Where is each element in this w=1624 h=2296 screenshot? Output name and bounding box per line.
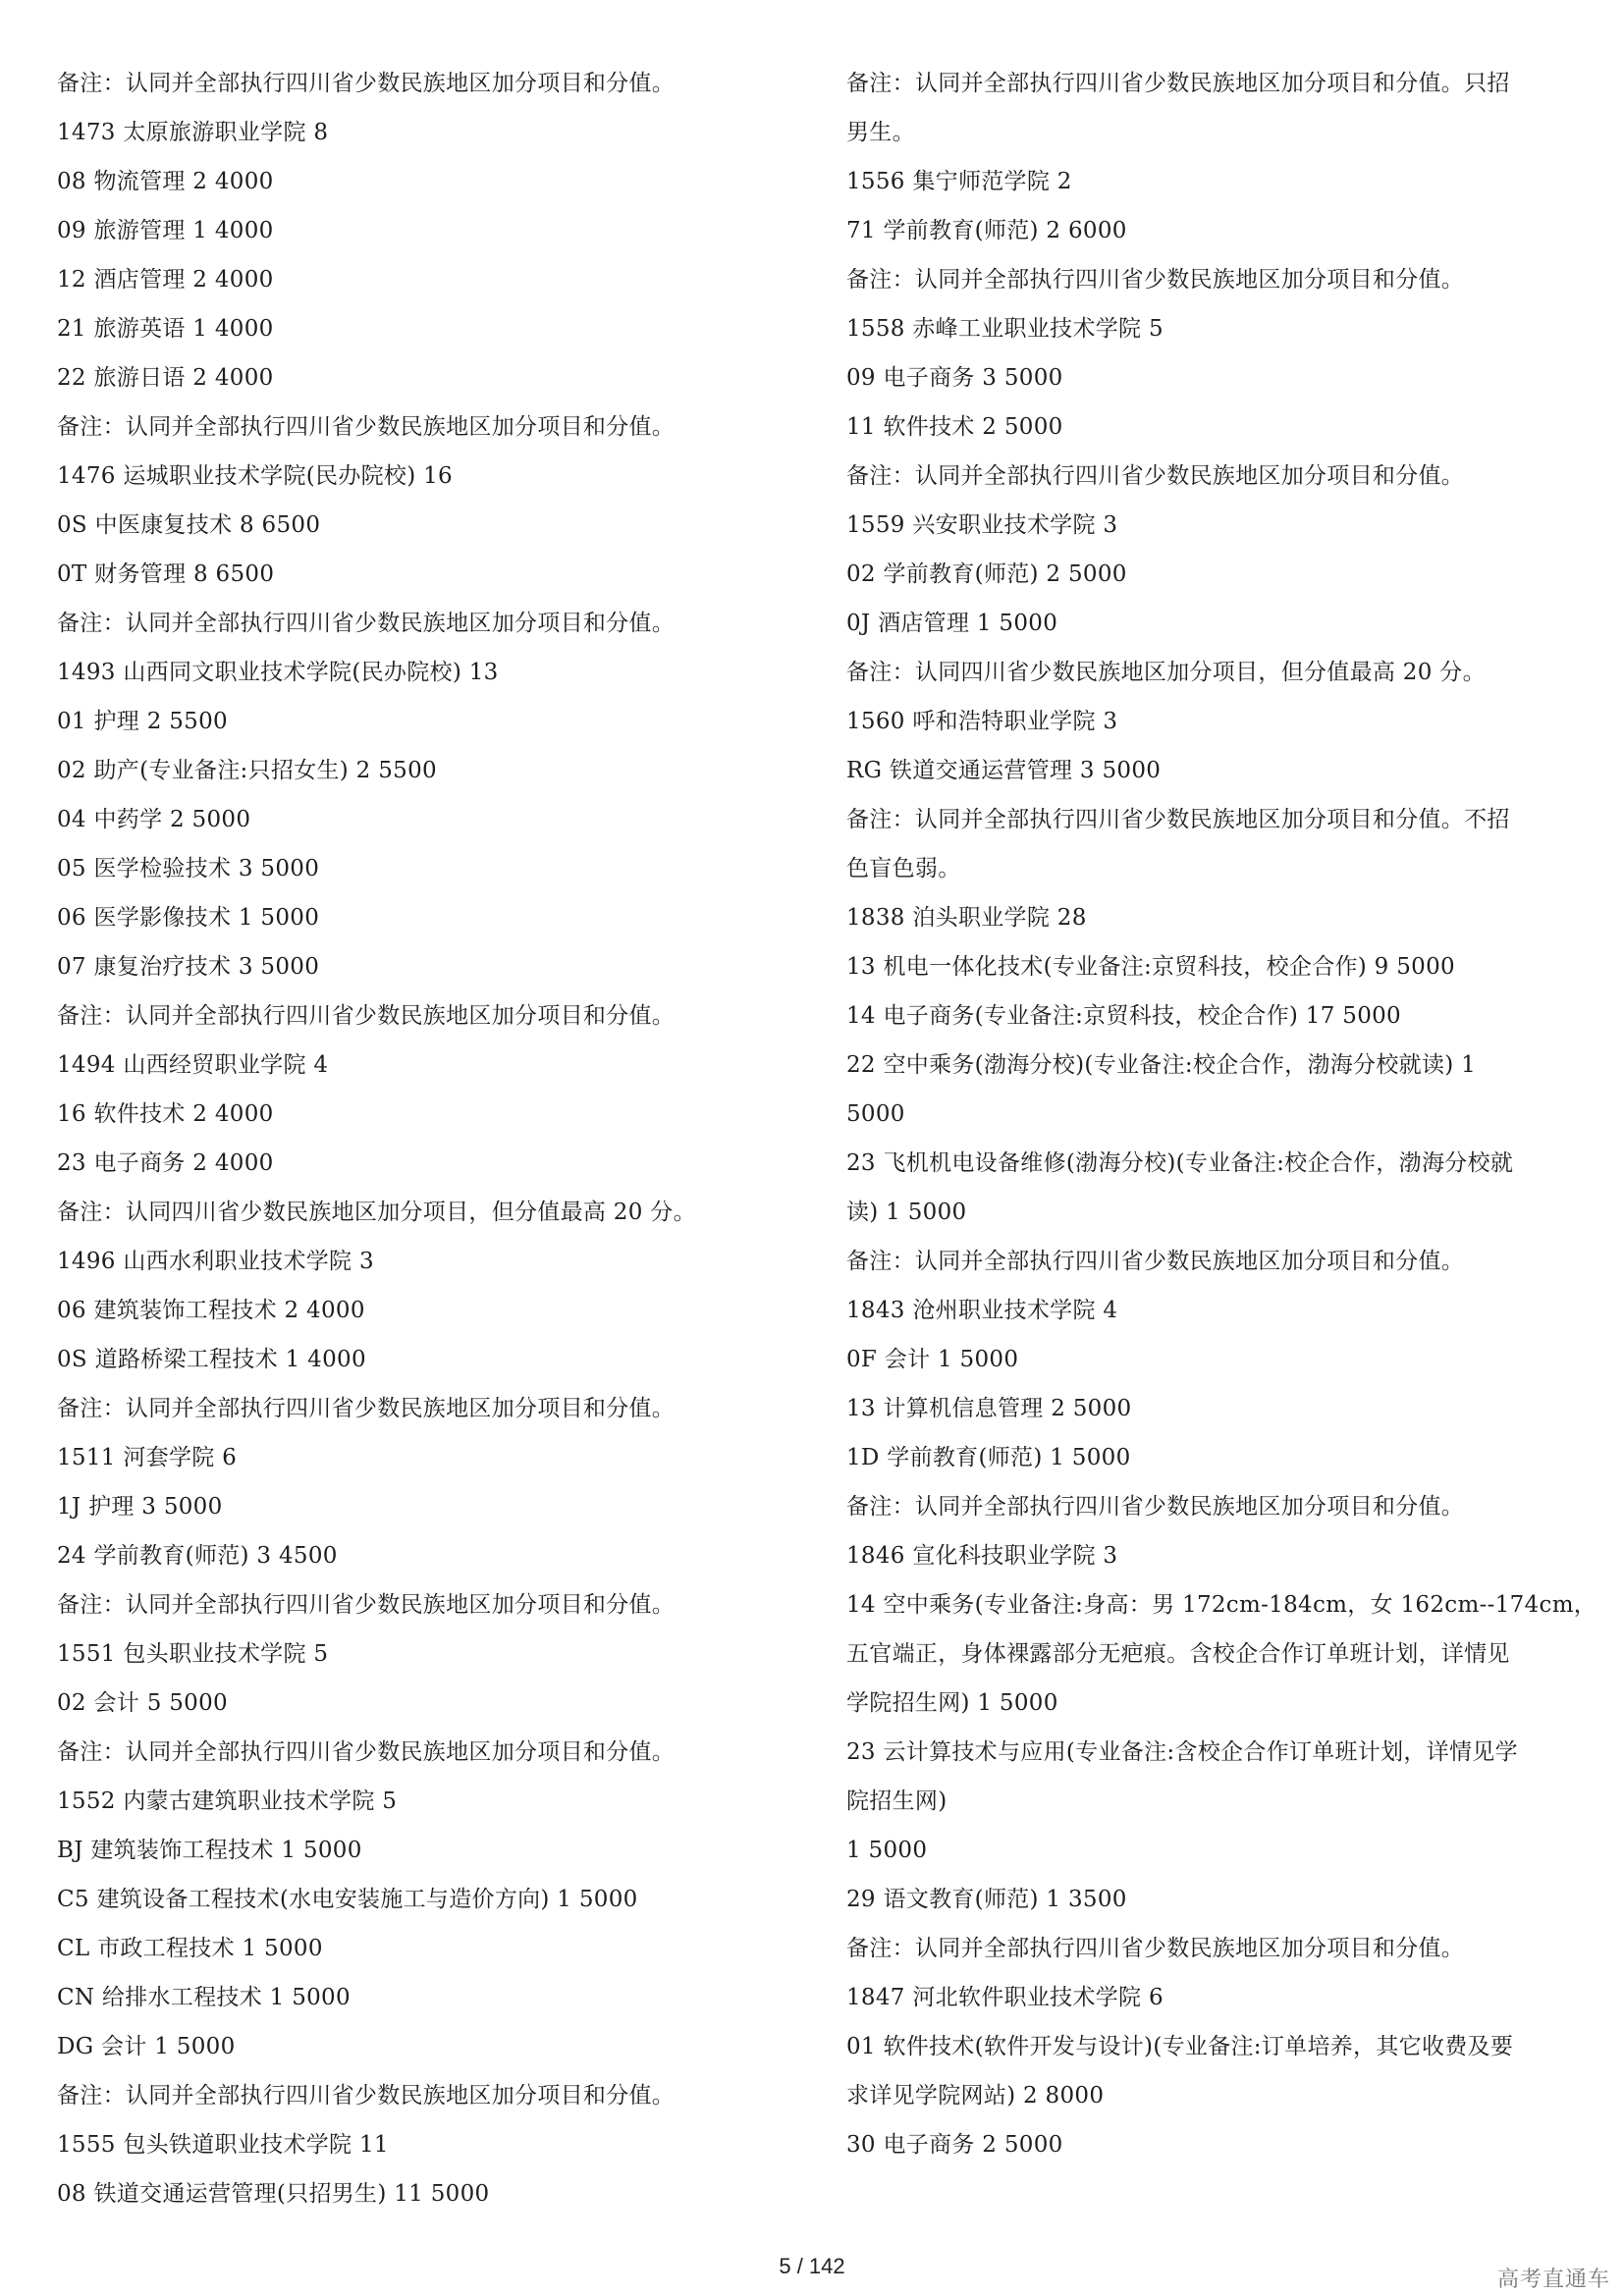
text-line: 1J 护理 3 5000 <box>57 1494 223 1520</box>
text-line: 1846 宣化科技职业学院 3 <box>846 1543 1118 1569</box>
text-line: 备注：认同并全部执行四川省少数民族地区加分项目和分值。不招 <box>846 807 1510 832</box>
text-line: 71 学前教育(师范) 2 6000 <box>846 218 1127 243</box>
text-line: 09 旅游管理 1 4000 <box>57 218 274 243</box>
text-line: 备注：认同并全部执行四川省少数民族地区加分项目和分值。 <box>846 1936 1465 1961</box>
text-line: 备注：认同并全部执行四川省少数民族地区加分项目和分值。 <box>57 1003 676 1029</box>
text-line: 13 机电一体化技术(专业备注:京贸科技，校企合作) 9 5000 <box>846 954 1455 980</box>
text-line: 五官端正，身体裸露部分无疤痕。含校企合作订单班计划，详情见 <box>846 1641 1510 1667</box>
text-line: BJ 建筑装饰工程技术 1 5000 <box>57 1838 362 1863</box>
text-line: 1847 河北软件职业技术学院 6 <box>846 1985 1164 2010</box>
text-line: 1838 泊头职业学院 28 <box>846 905 1087 931</box>
text-line: CL 市政工程技术 1 5000 <box>57 1936 323 1961</box>
text-line: 备注：认同并全部执行四川省少数民族地区加分项目和分值。 <box>57 71 676 96</box>
text-line: DG 会计 1 5000 <box>57 2034 236 2059</box>
text-line: 02 会计 5 5000 <box>57 1690 228 1716</box>
text-line: 男生。 <box>846 120 915 145</box>
text-line: 14 空中乘务(专业备注:身高：男 172cm-184cm，女 162cm--174cm， <box>846 1592 1597 1618</box>
text-line: 备注：认同并全部执行四川省少数民族地区加分项目和分值。 <box>57 1396 676 1421</box>
text-line: 01 软件技术(软件开发与设计)(专业备注:订单培养，其它收费及要 <box>846 2034 1514 2059</box>
text-line: 色盲色弱。 <box>846 856 961 881</box>
text-line: 09 电子商务 3 5000 <box>846 365 1063 391</box>
text-line: 02 学前教育(师范) 2 5000 <box>846 561 1127 587</box>
text-line: 1560 呼和浩特职业学院 3 <box>846 709 1118 734</box>
right-column <box>846 59 1597 2169</box>
text-line: 0S 中医康复技术 8 6500 <box>57 512 321 538</box>
text-line: 12 酒店管理 2 4000 <box>57 267 274 293</box>
text-line: 学院招生网) 1 5000 <box>846 1690 1058 1716</box>
text-line: C5 建筑设备工程技术(水电安装施工与造价方向) 1 5000 <box>57 1887 638 1912</box>
text-line: 1559 兴安职业技术学院 3 <box>846 512 1118 538</box>
text-line: 11 软件技术 2 5000 <box>846 414 1063 440</box>
text-line: 备注：认同四川省少数民族地区加分项目，但分值最高 20 分。 <box>57 1200 696 1225</box>
text-line: 1 5000 <box>846 1838 928 1863</box>
text-line: 备注：认同并全部执行四川省少数民族地区加分项目和分值。只招 <box>846 71 1510 96</box>
text-line: 1493 山西同文职业技术学院(民办院校) 13 <box>57 660 499 685</box>
text-line: 备注：认同四川省少数民族地区加分项目，但分值最高 20 分。 <box>846 660 1486 685</box>
text-line: 23 云计算技术与应用(专业备注:含校企合作订单班计划，详情见学 <box>846 1739 1518 1765</box>
text-line: 02 助产(专业备注:只招女生) 2 5500 <box>57 758 437 783</box>
text-line: 1473 太原旅游职业学院 8 <box>57 120 329 145</box>
text-line: CN 给排水工程技术 1 5000 <box>57 1985 351 2010</box>
text-line: 0T 财务管理 8 6500 <box>57 561 275 587</box>
text-line: 06 建筑装饰工程技术 2 4000 <box>57 1298 365 1323</box>
text-line: 24 学前教育(师范) 3 4500 <box>57 1543 338 1569</box>
text-line: 备注：认同并全部执行四川省少数民族地区加分项目和分值。 <box>846 1249 1465 1274</box>
text-line: 备注：认同并全部执行四川省少数民族地区加分项目和分值。 <box>846 463 1465 489</box>
text-line: 23 飞机机电设备维修(渤海分校)(专业备注:校企合作，渤海分校就 <box>846 1150 1514 1176</box>
text-line: 07 康复治疗技术 3 5000 <box>57 954 320 980</box>
text-line: 22 空中乘务(渤海分校)(专业备注:校企合作，渤海分校就读) 1 <box>846 1052 1477 1078</box>
text-line: 30 电子商务 2 5000 <box>846 2132 1063 2158</box>
text-line: 08 物流管理 2 4000 <box>57 169 274 194</box>
text-line: 04 中药学 2 5000 <box>57 807 251 832</box>
text-line: 备注：认同并全部执行四川省少数民族地区加分项目和分值。 <box>57 1739 676 1765</box>
text-line: 1511 河套学院 6 <box>57 1445 238 1470</box>
text-line: 1555 包头铁道职业技术学院 11 <box>57 2132 389 2158</box>
text-line: 23 电子商务 2 4000 <box>57 1150 274 1176</box>
text-line: 备注：认同并全部执行四川省少数民族地区加分项目和分值。 <box>57 414 676 440</box>
text-line: 14 电子商务(专业备注:京贸科技，校企合作) 17 5000 <box>846 1003 1401 1029</box>
text-line: 备注：认同并全部执行四川省少数民族地区加分项目和分值。 <box>846 1494 1465 1520</box>
text-line: 08 铁道交通运营管理(只招男生) 11 5000 <box>57 2181 490 2207</box>
text-line: 1494 山西经贸职业学院 4 <box>57 1052 329 1078</box>
text-line: 院招生网) <box>846 1789 947 1814</box>
text-line: 5000 <box>846 1101 905 1127</box>
text-line: 1496 山西水利职业技术学院 3 <box>57 1249 374 1274</box>
text-line: 求详见学院网站) 2 8000 <box>846 2083 1105 2109</box>
text-line: 16 软件技术 2 4000 <box>57 1101 274 1127</box>
text-line: 备注：认同并全部执行四川省少数民族地区加分项目和分值。 <box>57 1592 676 1618</box>
text-line: 0S 道路桥梁工程技术 1 4000 <box>57 1347 366 1372</box>
left-column <box>57 59 803 2218</box>
text-line: 1552 内蒙古建筑职业技术学院 5 <box>57 1789 398 1814</box>
text-line: 1558 赤峰工业职业技术学院 5 <box>846 316 1164 342</box>
text-line: 备注：认同并全部执行四川省少数民族地区加分项目和分值。 <box>57 2083 676 2109</box>
text-line: 05 医学检验技术 3 5000 <box>57 856 320 881</box>
text-line: 0F 会计 1 5000 <box>846 1347 1019 1372</box>
text-line: 01 护理 2 5500 <box>57 709 228 734</box>
text-line: 13 计算机信息管理 2 5000 <box>846 1396 1132 1421</box>
text-line: 21 旅游英语 1 4000 <box>57 316 274 342</box>
text-line: 1551 包头职业技术学院 5 <box>57 1641 329 1667</box>
text-line: 29 语文教育(师范) 1 3500 <box>846 1887 1127 1912</box>
text-line: 1D 学前教育(师范) 1 5000 <box>846 1445 1131 1470</box>
text-line: 备注：认同并全部执行四川省少数民族地区加分项目和分值。 <box>57 611 676 636</box>
text-line: 读) 1 5000 <box>846 1200 967 1225</box>
text-line: 0J 酒店管理 1 5000 <box>846 611 1058 636</box>
page-number: 5 / 142 <box>779 2254 845 2278</box>
text-line: RG 铁道交通运营管理 3 5000 <box>846 758 1162 783</box>
text-line: 1843 沧州职业技术学院 4 <box>846 1298 1118 1323</box>
text-line: 22 旅游日语 2 4000 <box>57 365 274 391</box>
text-line: 1556 集宁师范学院 2 <box>846 169 1072 194</box>
watermark-text: 高考直通车 <box>1496 2268 1610 2292</box>
text-line: 备注：认同并全部执行四川省少数民族地区加分项目和分值。 <box>846 267 1465 293</box>
text-line: 06 医学影像技术 1 5000 <box>57 905 320 931</box>
text-line: 1476 运城职业技术学院(民办院校) 16 <box>57 463 453 489</box>
